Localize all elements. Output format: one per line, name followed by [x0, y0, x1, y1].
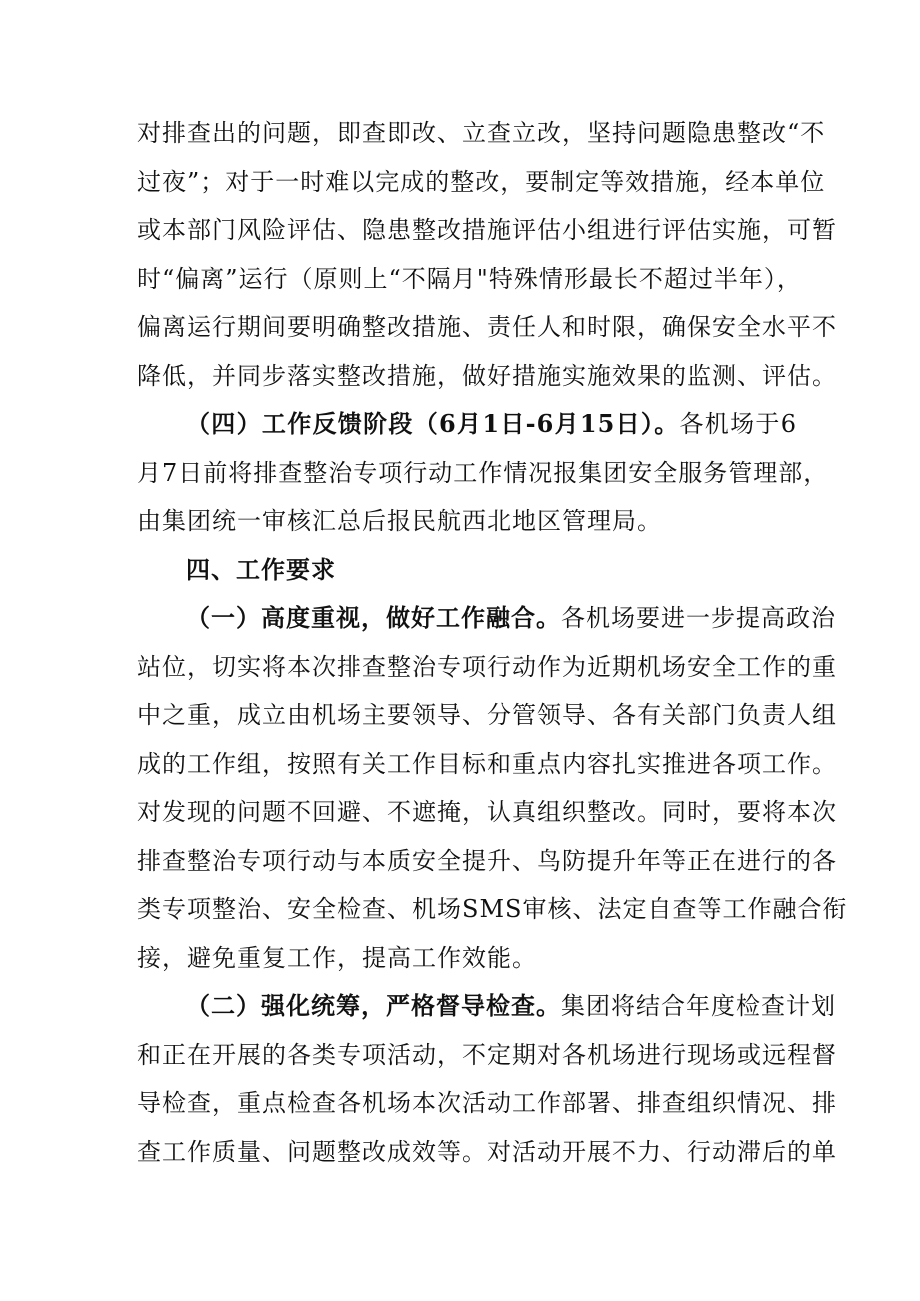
- text-line: [137, 982, 836, 1031]
- section-heading: 四、工作要求: [186, 555, 336, 584]
- text-line: [137, 594, 836, 643]
- paragraph-feedback-stage: [137, 400, 829, 546]
- text-line: 过夜”；对于一时难以完成的整改，要制定等效措施，经本单位: [137, 167, 826, 196]
- text-line: 对排查出的问题，即查即改、立查立改，坚持问题隐患整改“不: [137, 119, 826, 147]
- paragraph-supervision: [137, 982, 837, 1176]
- paragraph-high-attention: [137, 594, 848, 982]
- text-line: 和正在开展的各类专项活动，不定期对各机场进行现场或远程督: [137, 1040, 837, 1069]
- text-line: 排查整治专项行动与本质安全提升、鸟防提升年等正在进行的各: [137, 846, 837, 875]
- text-line: 成的工作组，按照有关工作目标和重点内容扎实推进各项工作。: [137, 749, 837, 778]
- text-line: 时“偏离”运行（原则上“不隔月"特殊情形最长不超过半年），: [137, 264, 802, 293]
- text-line: 降低，并同步落实整改措施，做好措施实施效果的监测、评估。: [137, 361, 837, 390]
- paragraph-text: 各机场于6: [679, 410, 797, 438]
- text-line: 对发现的问题不回避、不遮掩，认真组织整改。同时，要将本次: [137, 798, 837, 826]
- text-line: 中之重，成立由机场主要领导、分管领导、各有关部门负责人组: [137, 701, 837, 729]
- text-line: 查工作质量、问题整改成效等。对活动开展不力、行动滞后的单: [137, 1137, 837, 1166]
- text-line: 或本部门风险评估、隐患整改措施评估小组进行评估实施，可暂: [137, 216, 837, 244]
- text-line: [137, 400, 797, 449]
- paragraph-text: 各机场要进一步提高政治: [561, 604, 836, 632]
- paragraph-rectification: [137, 109, 837, 400]
- text-line: 导检查，重点检查各机场本次活动工作部署、排查组织情况、排: [137, 1089, 837, 1117]
- paragraph-text: 集团将结合年度检查计划: [561, 992, 836, 1020]
- text-line: 月7日前将排查整治专项行动工作情况报集团安全服务管理部，: [137, 458, 829, 487]
- paragraph-title: （二）强化统筹，严格督导检查。: [186, 991, 561, 1020]
- text-line: 偏离运行期间要明确整改措施、责任人和时限，确保安全水平不: [137, 313, 837, 341]
- text-line: 站位，切实将本次排查整治专项行动作为近期机场安全工作的重: [137, 652, 837, 681]
- paragraph-title: （一）高度重视，做好工作融合。: [186, 603, 561, 632]
- paragraph-title: （四）工作反馈阶段（6月1日-6月15日）。: [186, 409, 680, 438]
- text-line: 由集团统一审核汇总后报民航西北地区管理局。: [137, 507, 662, 535]
- document-body: [137, 109, 848, 1176]
- text-line: 接，避免重复工作，提高工作效能。: [137, 943, 537, 972]
- text-line: 类专项整治、安全检查、机场SMS审核、法定自查等工作融合衔: [137, 895, 848, 923]
